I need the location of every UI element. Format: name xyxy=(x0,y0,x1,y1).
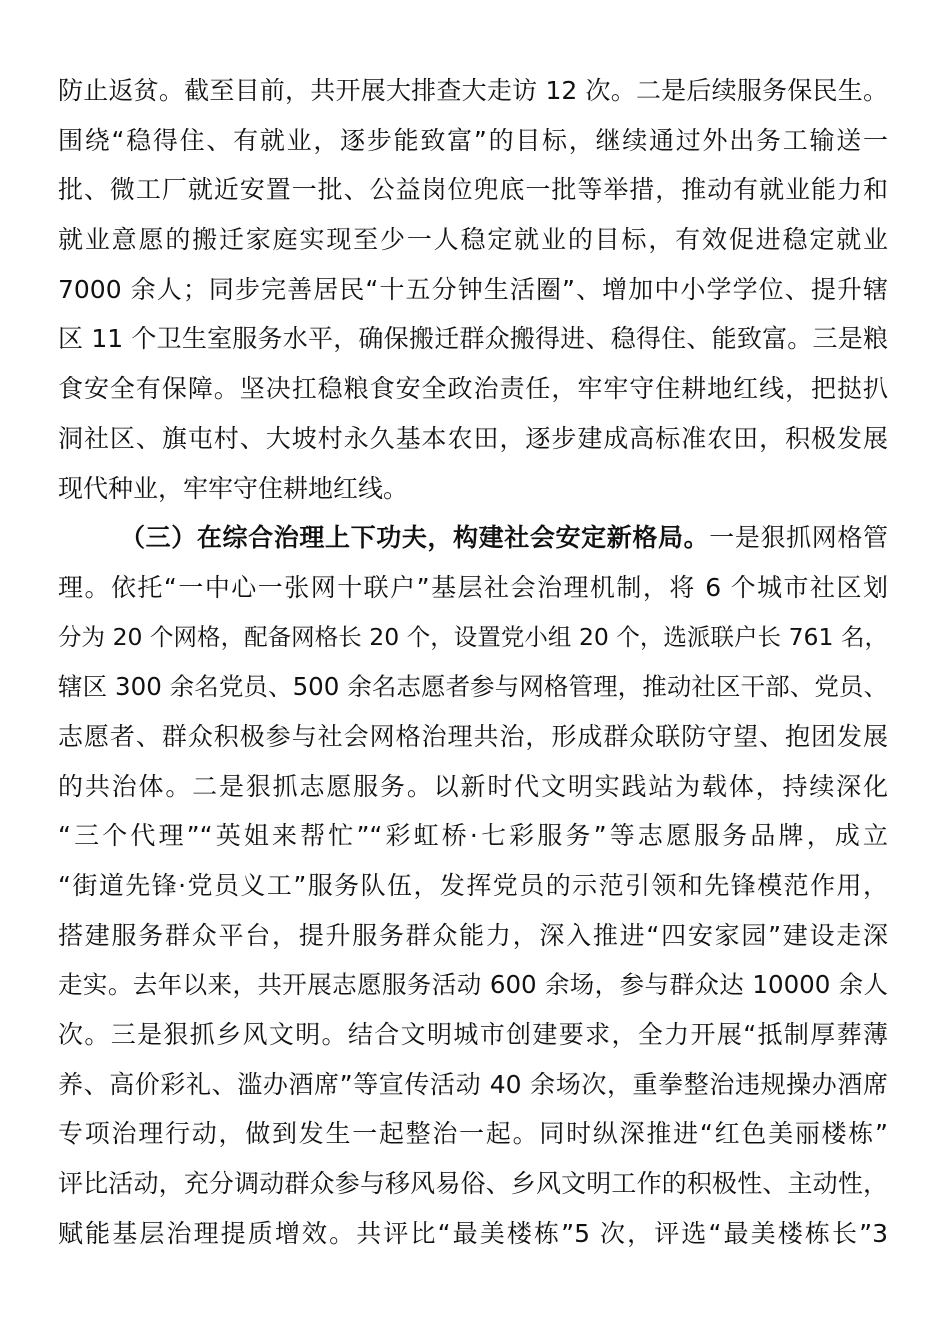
text-line: 7000 余人；同步完善居民“十五分钟生活圈”、增加中小学学位、提升辖 xyxy=(58,274,888,304)
text-line: 围绕“稳得住、有就业，逐步能致富”的目标，继续通过外出务工输送一 xyxy=(58,125,888,155)
text-line: 食安全有保障。坚决扛稳粮食安全政治责任，牢牢守住耕地红线，把挞扒 xyxy=(58,374,888,404)
text-line: 搭建服务群众平台，提升服务群众能力，深入推进“四安家园”建设走深 xyxy=(58,920,888,950)
text-line: “三个代理”“英姐来帮忙”“彩虹桥·七彩服务”等志愿服务品牌，成立 xyxy=(58,821,888,851)
text-line: 评比活动，充分调动群众参与移风易俗、乡风文明工作的积极性、主动性， xyxy=(58,1169,888,1199)
text-line: 养、高价彩礼、滥办酒席”等宣传活动 40 余场次，重拳整治违规操办酒席 xyxy=(58,1069,888,1099)
document-body xyxy=(58,66,888,1259)
text-line: 专项治理行动，做到发生一起整治一起。同时纵深推进“红色美丽楼栋” xyxy=(58,1119,888,1149)
text-line: 走实。去年以来，共开展志愿服务活动 600 余场，参与群众达 10000 余人 xyxy=(58,970,888,1000)
text-line: 分为 20 个网格，配备网格长 20 个，设置党小组 20 个，选派联户长 761 名， xyxy=(58,622,888,651)
text-line: 洞社区、旗屯村、大坡村永久基本农田，逐步建成高标准农田，积极发展 xyxy=(58,423,888,453)
text-line: 次。三是狠抓乡风文明。结合文明城市创建要求，全力开展“抵制厚葬薄 xyxy=(58,1020,888,1050)
text-line: 志愿者、群众积极参与社会网格治理共治，形成群众联防守望、抱团发展 xyxy=(58,721,888,751)
text-line: 防止返贫。截至目前，共开展大排查大走访 12 次。二是后续服务保民生。 xyxy=(58,76,888,105)
text-line: 批、微工厂就近安置一批、公益岗位兜底一批等举措，推动有就业能力和 xyxy=(58,175,888,205)
text-line: 区 11 个卫生室服务水平，确保搬迁群众搬得进、稳得住、能致富。三是粮 xyxy=(58,324,888,354)
text-line: 的共治体。二是狠抓志愿服务。以新时代文明实践站为载体，持续深化 xyxy=(58,771,888,801)
text-line: 现代种业，牢牢守住耕地红线。 xyxy=(58,473,409,503)
text-line: 辖区 300 余名党员、500 余名志愿者参与网格管理，推动社区干部、党员、 xyxy=(58,672,888,702)
text-line: 理。依托“一中心一张网十联户”基层社会治理机制，将 6 个城市社区划 xyxy=(58,572,888,602)
section-heading: （三）在综合治理上下功夫，构建社会安定新格局。 xyxy=(120,523,710,553)
text-line: 赋能基层治理提质增效。共评比“最美楼栋”5 次，评选“最美楼栋长”3 xyxy=(58,1218,888,1248)
section-heading-line xyxy=(58,513,888,563)
text-line: “街道先锋·党员义工”服务队伍，发挥党员的示范引领和先锋模范作用， xyxy=(58,871,888,900)
text-line: 就业意愿的搬迁家庭实现至少一人稳定就业的目标，有效促进稳定就业 xyxy=(58,225,888,255)
heading-line-rest: 一是狠抓网格管 xyxy=(709,523,888,553)
